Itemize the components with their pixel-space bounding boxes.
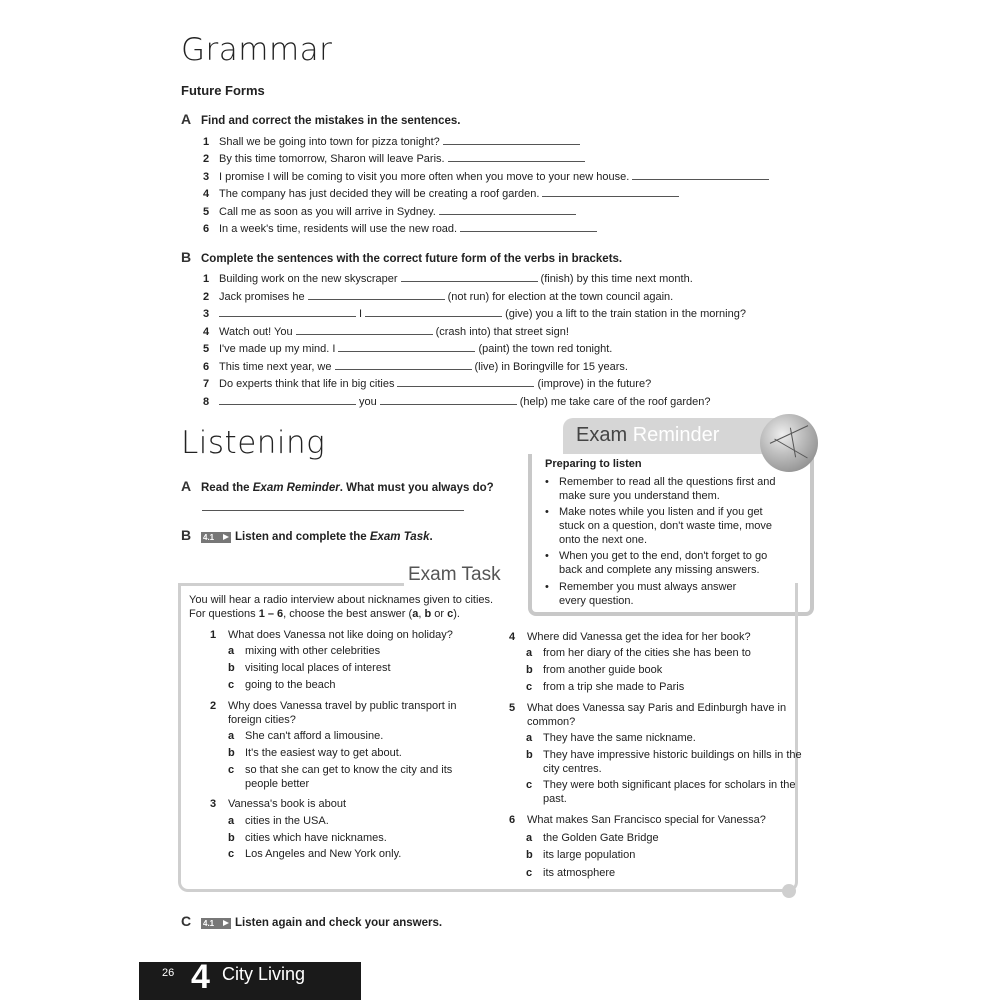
option-letter: c: [526, 867, 533, 879]
task-letter: A: [181, 478, 192, 494]
reminder-text: Remember you must always answer every question.: [559, 581, 737, 607]
option-text: She can't afford a limousine.: [245, 730, 384, 742]
question-text: What does Vanessa not like doing on holiday?: [228, 629, 453, 641]
grammar-b-item: [203, 377, 651, 390]
question-number: 3: [210, 798, 217, 810]
option-text: from her diary of the cities she has been to: [543, 647, 751, 659]
task-letter: B: [181, 527, 192, 543]
title-dark: Exam: [576, 424, 628, 446]
item-number: 6: [203, 361, 210, 373]
item-number: 7: [203, 378, 210, 390]
reminder-bullet: [545, 505, 790, 547]
reminder-text: Make notes while you listen and if you get stuck on a question, don't waste time, move onto the next one.: [559, 506, 773, 546]
answer-option[interactable]: [228, 644, 478, 658]
option-letter: c: [228, 848, 235, 860]
unit-number: 4: [191, 958, 210, 996]
reminder-text: Remember to read all the questions first and make sure you understand them.: [559, 476, 776, 502]
answer-line[interactable]: [202, 510, 464, 511]
reminder-bullet: [545, 475, 790, 503]
option-letter: a: [526, 832, 533, 844]
task-letter: B: [181, 249, 192, 265]
page-number: 26: [162, 967, 175, 979]
task-instruction: Complete the sentences with the correct future form of the verbs in brackets.: [201, 253, 623, 265]
option-letter: b: [526, 749, 533, 761]
intro-range: 1 – 6: [258, 608, 284, 620]
item-number: 5: [203, 343, 210, 355]
grammar-task-b-heading: [181, 249, 622, 265]
item-number: 2: [203, 153, 210, 165]
answer-option[interactable]: [228, 746, 478, 760]
grammar-a-item: [203, 135, 583, 148]
intro-text: ,: [418, 608, 425, 620]
option-letter: b: [228, 662, 235, 674]
answer-blank[interactable]: [219, 395, 356, 405]
answer-option[interactable]: [228, 763, 478, 791]
answer-option[interactable]: [526, 866, 796, 880]
item-text: (help) me take care of the roof garden?: [519, 396, 711, 408]
answer-blank[interactable]: [335, 360, 472, 370]
answer-option[interactable]: [526, 831, 796, 845]
item-number: 2: [203, 291, 210, 303]
grammar-a-item: [203, 205, 579, 218]
intro-letter: c: [447, 608, 454, 620]
frame-end-dot: [782, 884, 796, 898]
answer-option[interactable]: [526, 778, 816, 806]
listening-task-c-heading: [181, 913, 442, 929]
task-instruction: . What must you always do?: [339, 482, 494, 494]
question-text: Where did Vanessa get the idea for her book?: [527, 631, 751, 643]
task-letter: C: [181, 913, 192, 929]
task-instruction: Listen again and check your answers.: [235, 917, 443, 929]
question-text: Why does Vanessa travel by public transport in foreign cities?: [228, 700, 457, 726]
item-text: (finish) by this time next month.: [540, 273, 693, 285]
answer-option[interactable]: [526, 731, 816, 745]
item-text: (improve) in the future?: [537, 378, 652, 390]
item-text: (crash into) that street sign!: [435, 326, 569, 338]
item-number: 6: [203, 223, 210, 235]
section-title-grammar: Grammar: [181, 32, 333, 68]
answer-blank[interactable]: [448, 152, 585, 162]
question-text: What does Vanessa say Paris and Edinburgh have in common?: [527, 702, 787, 728]
grammar-b-item: [203, 395, 711, 408]
option-letter: c: [526, 779, 533, 791]
question: [509, 701, 799, 729]
item-text: This time next year, we: [219, 361, 332, 373]
option-letter: c: [526, 681, 533, 693]
intro-letter: b: [424, 608, 432, 620]
answer-option[interactable]: [526, 848, 796, 862]
grammar-a-item: [203, 187, 682, 200]
reminder-text: When you get to the end, don't forget to go back and complete any missing answers.: [559, 550, 768, 576]
item-number: 4: [203, 188, 210, 200]
bullet: •: [545, 581, 549, 593]
question-number: 1: [210, 629, 217, 641]
intro-text: ).: [453, 608, 460, 620]
option-letter: c: [228, 764, 235, 776]
option-text: Los Angeles and New York only.: [245, 848, 402, 860]
task-instruction: Read the: [201, 482, 253, 494]
question: [509, 630, 799, 644]
grammar-b-item: [203, 272, 693, 285]
option-text: the Golden Gate Bridge: [543, 832, 659, 844]
option-text: They have impressive historic buildings on hills in the city centres.: [543, 749, 802, 775]
question-number: 4: [509, 631, 516, 643]
answer-option[interactable]: [228, 847, 478, 861]
answer-blank[interactable]: [308, 290, 445, 300]
bullet: •: [545, 550, 549, 562]
option-text: They have the same nickname.: [543, 732, 696, 744]
task-letter: A: [181, 111, 192, 127]
item-text: In a week's time, residents will use the new road.: [219, 223, 458, 235]
answer-blank[interactable]: [365, 307, 502, 317]
item-text: (not run) for election at the town council again.: [447, 291, 674, 303]
item-text: (paint) the town red tonight.: [478, 343, 613, 355]
answer-blank[interactable]: [296, 325, 433, 335]
answer-option[interactable]: [526, 680, 796, 694]
answer-blank[interactable]: [338, 342, 475, 352]
exam-task-intro: You will hear a radio interview about nicknames given to cities.: [189, 594, 494, 606]
item-text: Shall we be going into town for pizza tonight?: [219, 136, 440, 148]
bullet: •: [545, 476, 549, 488]
grammar-b-item: [203, 307, 746, 320]
bullet: •: [545, 506, 549, 518]
task-instruction: Listen and complete the: [235, 531, 370, 543]
section-title-listening: Listening: [181, 425, 326, 461]
task-instruction-emphasis: Exam Reminder: [252, 482, 340, 494]
answer-blank[interactable]: [443, 135, 580, 145]
item-text: Watch out! You: [219, 326, 293, 338]
grammar-a-item: [203, 170, 772, 183]
item-number: 8: [203, 396, 210, 408]
intro-text: , choose the best answer (: [283, 608, 413, 620]
grammar-a-item: [203, 152, 588, 165]
grammar-a-item: [203, 222, 600, 235]
answer-option[interactable]: [228, 678, 478, 692]
item-number: 1: [203, 136, 210, 148]
item-text: I promise I will be coming to visit you more often when you move to your new house.: [219, 171, 630, 183]
answer-option[interactable]: [228, 661, 478, 675]
question: [210, 628, 480, 642]
grammar-b-item: [203, 360, 628, 373]
intro-text: or: [431, 608, 448, 620]
reminder-heading: Preparing to listen: [545, 458, 642, 470]
option-letter: a: [228, 815, 235, 827]
ball-icon: [760, 414, 818, 472]
option-letter: b: [526, 664, 533, 676]
item-text: I: [359, 308, 363, 320]
option-letter: c: [228, 679, 235, 691]
item-text: you: [359, 396, 377, 408]
option-text: from a trip she made to Paris: [543, 681, 685, 693]
question-text: Vanessa's book is about: [228, 798, 347, 810]
question-number: 6: [509, 814, 516, 826]
answer-blank[interactable]: [439, 205, 576, 215]
answer-option[interactable]: [526, 646, 796, 660]
option-text: its large population: [543, 849, 636, 861]
item-text: Jack promises he: [219, 291, 305, 303]
answer-option[interactable]: [526, 748, 816, 776]
option-letter: a: [228, 645, 235, 657]
audio-track-icon[interactable]: 4.1: [201, 918, 231, 929]
grammar-b-item: [203, 290, 673, 303]
listening-task-b-heading: [181, 527, 433, 543]
answer-option[interactable]: [228, 831, 478, 845]
option-letter: b: [228, 747, 235, 759]
question: [509, 813, 799, 827]
option-text: going to the beach: [245, 679, 336, 691]
answer-blank[interactable]: [397, 377, 534, 387]
option-text: They were both significant places for scholars in the past.: [543, 779, 796, 805]
item-text: The company has just decided they will be creating a roof garden.: [219, 188, 540, 200]
item-number: 1: [203, 273, 210, 285]
frame-edge: [178, 583, 404, 586]
question: [210, 699, 480, 727]
question: [210, 797, 480, 811]
grammar-subtitle: Future Forms: [181, 83, 265, 98]
title-light: Reminder: [632, 424, 720, 446]
grammar-b-item: [203, 325, 569, 338]
intro-letter: a: [412, 608, 419, 620]
answer-option[interactable]: [228, 729, 478, 743]
item-text: (live) in Boringville for 15 years.: [474, 361, 628, 373]
item-text: By this time tomorrow, Sharon will leave Paris.: [219, 153, 445, 165]
question-text: What makes San Francisco special for Vanessa?: [527, 814, 766, 826]
option-text: visiting local places of interest: [245, 662, 391, 674]
answer-blank[interactable]: [542, 187, 679, 197]
answer-blank[interactable]: [380, 395, 517, 405]
item-number: 4: [203, 326, 210, 338]
item-number: 3: [203, 171, 210, 183]
intro-text: For questions: [189, 608, 259, 620]
unit-title: City Living: [222, 964, 306, 984]
option-text: from another guide book: [543, 664, 663, 676]
task-instruction-emphasis: Exam Task: [369, 531, 430, 543]
item-number: 5: [203, 206, 210, 218]
grammar-b-item: [203, 342, 612, 355]
item-text: Do experts think that life in big cities: [219, 378, 395, 390]
option-letter: b: [228, 832, 235, 844]
option-text: cities in the USA.: [245, 815, 329, 827]
grammar-task-a-heading: [181, 111, 460, 127]
option-text: It's the easiest way to get about.: [245, 747, 402, 759]
audio-track-icon[interactable]: 4.1: [201, 532, 231, 543]
exam-reminder-title: [576, 424, 719, 447]
answer-option[interactable]: [228, 814, 478, 828]
reminder-bullet: [545, 549, 790, 577]
option-text: mixing with other celebrities: [245, 645, 381, 657]
option-letter: b: [526, 849, 533, 861]
item-text: Call me as soon as you will arrive in Sydney.: [219, 206, 436, 218]
option-letter: a: [526, 732, 533, 744]
option-letter: a: [228, 730, 235, 742]
answer-option[interactable]: [526, 663, 796, 677]
exam-task-title: Exam Task: [408, 564, 501, 585]
option-text: cities which have nicknames.: [245, 832, 387, 844]
item-text: I've made up my mind. I: [219, 343, 336, 355]
option-text: its atmosphere: [543, 867, 616, 879]
option-letter: a: [526, 647, 533, 659]
task-instruction: Find and correct the mistakes in the sentences.: [201, 115, 461, 127]
exam-task-intro: [189, 607, 529, 621]
question-number: 2: [210, 700, 217, 712]
item-text: Building work on the new skyscraper: [219, 273, 398, 285]
listening-task-a-heading: [181, 478, 494, 494]
item-number: 3: [203, 308, 210, 320]
answer-blank[interactable]: [401, 272, 538, 282]
answer-blank[interactable]: [632, 170, 769, 180]
option-text: so that she can get to know the city and its people better: [245, 764, 453, 790]
task-instruction: .: [429, 531, 433, 543]
answer-blank[interactable]: [460, 222, 597, 232]
answer-blank[interactable]: [219, 307, 356, 317]
item-text: (give) you a lift to the train station in the morning?: [505, 308, 746, 320]
question-number: 5: [509, 702, 516, 714]
